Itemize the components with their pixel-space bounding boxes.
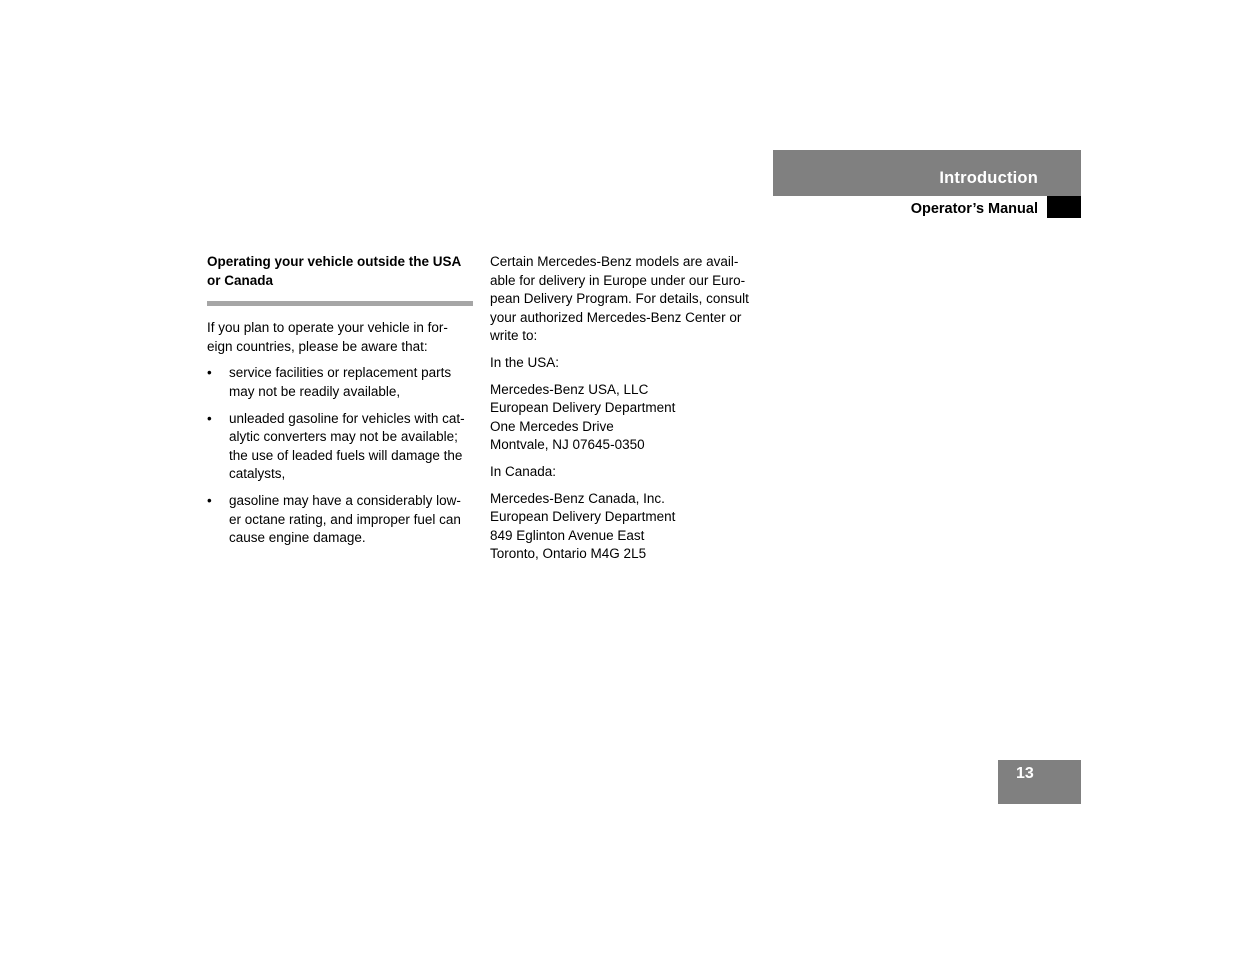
section-header-tab	[773, 150, 1081, 196]
heading-rule	[207, 301, 473, 306]
address-line: Mercedes-Benz USA, LLC	[490, 381, 649, 397]
section-marker-block	[1047, 196, 1081, 218]
list-item-text: gasoline may have a considerably low- er octane rating, and improper fuel can cause engine damage.	[229, 492, 461, 546]
address-line: Toronto, Ontario M4G 2L5	[490, 546, 647, 562]
list-item	[207, 492, 473, 548]
right-column	[490, 253, 762, 572]
address-line: One Mercedes Drive	[490, 418, 614, 434]
section-heading: Operating your vehicle outside the USA or Canada	[207, 254, 461, 288]
address-line: European Delivery Department	[490, 509, 676, 525]
bullet-icon: •	[207, 410, 212, 426]
page-number: 13	[1016, 765, 1034, 782]
bullet-list	[207, 364, 473, 547]
intro-paragraph: If you plan to operate your vehicle in for- eign countries, please be aware that:	[207, 320, 448, 354]
section-title: Introduction	[939, 169, 1038, 187]
address-line: Montvale, NJ 07645-0350	[490, 437, 645, 453]
usa-label: In the USA:	[490, 354, 560, 370]
page-number-tab	[998, 760, 1081, 804]
subsection-title: Operator’s Manual	[910, 201, 1038, 217]
list-item-text: unleaded gasoline for vehicles with cat- alytic converters may not be available; the use of leaded fuels will damage the catalysts,	[229, 410, 465, 482]
list-item	[207, 364, 473, 401]
list-item-text: service facilities or replacement parts may not be readily available,	[229, 365, 452, 399]
left-column	[207, 253, 473, 556]
bullet-icon: •	[207, 492, 212, 508]
bullet-icon: •	[207, 365, 212, 381]
address-line: Mercedes-Benz Canada, Inc.	[490, 490, 665, 506]
delivery-program-paragraph: Certain Mercedes-Benz models are avail- able for delivery in Europe under our Euro- pean Delivery Program. For details, consult your authorized Mercedes-Benz Center or write to:	[490, 254, 749, 344]
canada-label: In Canada:	[490, 463, 557, 479]
usa-address	[490, 381, 762, 455]
address-line: European Delivery Department	[490, 400, 676, 416]
list-item	[207, 410, 473, 484]
address-line: 849 Eglinton Avenue East	[490, 527, 645, 543]
canada-address	[490, 490, 762, 564]
